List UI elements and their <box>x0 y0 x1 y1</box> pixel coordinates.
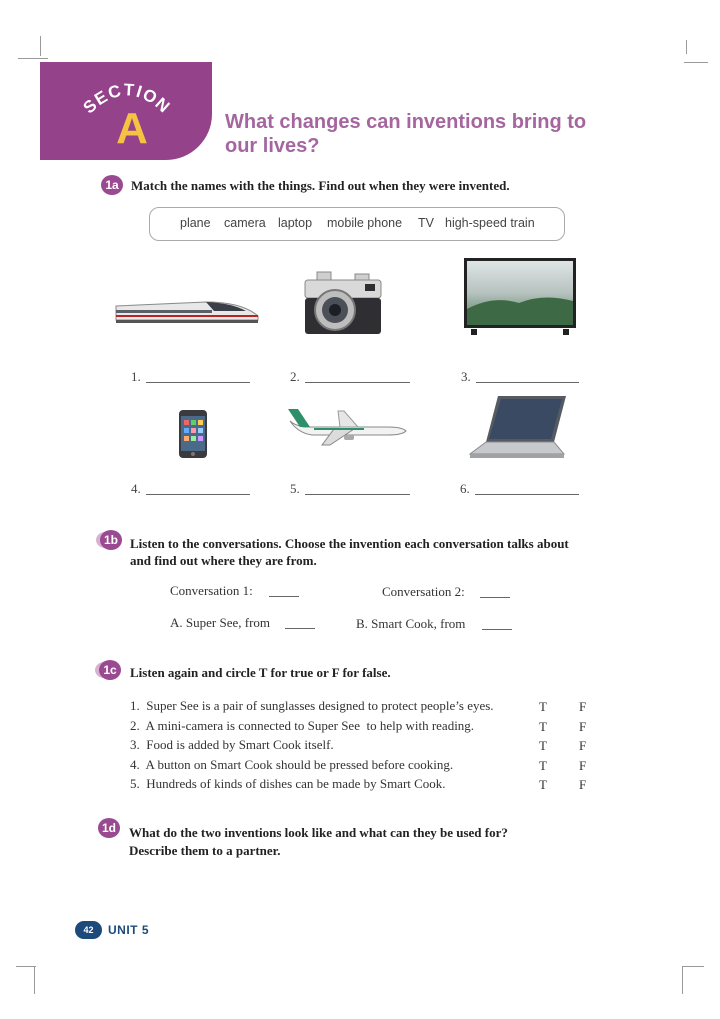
false-option[interactable]: F <box>579 738 587 753</box>
answer-blank <box>475 494 579 495</box>
task-1d-instruction-line2: Describe them to a partner. <box>129 843 281 858</box>
false-option[interactable]: F <box>579 758 587 773</box>
crop-mark <box>16 966 36 967</box>
statement: 2. A mini-camera is connected to Super See to help with reading. <box>130 718 475 733</box>
word-bank-item: plane <box>180 216 211 230</box>
tv-image <box>463 257 577 337</box>
task-1b-instruction: Listen to the conversations. Choose the invention each conversation talks about and find out where they are from. <box>130 536 569 568</box>
false-option[interactable]: F <box>579 699 587 714</box>
task-badge-1a: 1a <box>101 175 123 195</box>
item-number: 4. <box>131 481 141 496</box>
task-1d-instruction-line1: What do the two inventions look like and what can they be used for? <box>129 825 508 840</box>
item-number: 2. <box>290 369 300 384</box>
answer-blank <box>476 382 579 383</box>
section-letter: A <box>116 104 148 153</box>
statement: 1. Super See is a pair of sunglasses designed to protect people’s eyes. <box>130 698 494 713</box>
answer-blank <box>305 494 410 495</box>
false-option[interactable]: F <box>579 777 587 792</box>
answer-blank <box>146 494 250 495</box>
camera-image <box>303 270 383 338</box>
answer-blank <box>480 597 510 598</box>
answer-blank <box>285 628 315 629</box>
task-badge-1d: 1d <box>98 818 120 838</box>
mobile-phone-image <box>177 409 209 459</box>
true-option[interactable]: T <box>539 699 547 714</box>
statement: 5. Hundreds of kinds of dishes can be made by Smart Cook. <box>130 776 446 791</box>
statement: 3. Food is added by Smart Cook itself. <box>130 737 334 752</box>
option-b-label: B. Smart Cook, from <box>356 616 466 631</box>
true-option[interactable]: T <box>539 719 547 734</box>
crop-mark <box>682 966 704 967</box>
task-badge-1c: 1c <box>99 660 121 680</box>
plane-image <box>284 405 408 447</box>
answer-blank <box>269 596 299 597</box>
task-1a-instruction: Match the names with the things. Find out when they were invented. <box>131 178 510 193</box>
true-option[interactable]: T <box>539 758 547 773</box>
crop-mark <box>34 966 35 994</box>
crop-mark <box>682 966 683 994</box>
statement: 4. A button on Smart Cook should be pressed before cooking. <box>130 757 454 772</box>
word-bank-item: mobile phone <box>327 216 403 230</box>
conversation-1-label: Conversation 1: <box>170 583 253 598</box>
word-bank-item: high-speed train <box>445 216 535 230</box>
unit-label: UNIT 5 <box>108 923 150 937</box>
item-number: 3. <box>461 369 471 384</box>
item-number: 6. <box>460 481 470 496</box>
item-number: 1. <box>131 369 141 384</box>
word-bank-item: camera <box>224 216 266 230</box>
true-option[interactable]: T <box>539 777 547 792</box>
true-option[interactable]: T <box>539 738 547 753</box>
crop-mark <box>40 36 41 56</box>
section-word-label: SECTION <box>79 80 175 118</box>
item-number: 5. <box>290 481 300 496</box>
crop-mark <box>686 40 687 54</box>
laptop-image <box>468 394 568 462</box>
unit-question-title: What changes can inventions bring to our lives? <box>225 111 587 157</box>
crop-mark <box>18 58 48 59</box>
high-speed-train-image <box>114 292 260 328</box>
task-badge-1b: 1b <box>100 530 122 550</box>
conversation-2-label: Conversation 2: <box>382 584 465 599</box>
crop-mark <box>684 62 708 63</box>
option-a-label: A. Super See, from <box>170 615 271 630</box>
word-bank-item: laptop <box>278 216 313 230</box>
answer-blank <box>305 382 410 383</box>
answer-blank <box>146 382 250 383</box>
answer-blank <box>482 629 512 630</box>
task-1c-instruction: Listen again and circle T for true or F for false. <box>130 665 391 680</box>
page-number-badge: 42 <box>75 921 102 939</box>
false-option[interactable]: F <box>579 719 587 734</box>
word-bank-item: TV <box>418 216 434 230</box>
